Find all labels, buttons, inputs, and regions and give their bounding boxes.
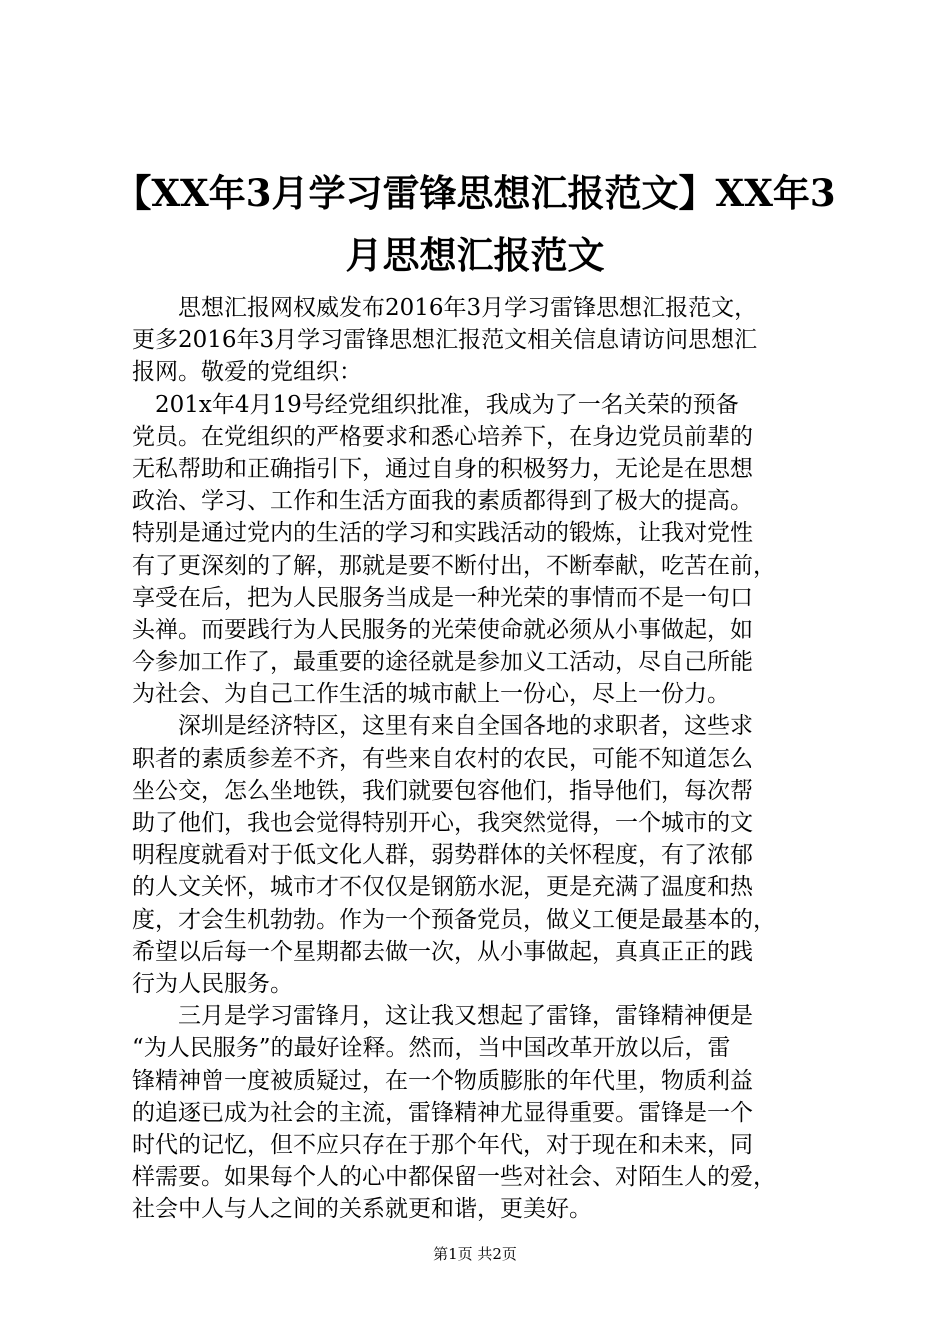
title-line: 月思想汇报范文 <box>345 233 605 277</box>
body-line: 特别是通过党内的生活的学习和实践活动的锻炼，让我对党性 <box>132 520 753 547</box>
body-line: 三月是学习雷锋月，这让我又想起了雷锋，雷锋精神便是 <box>132 1003 753 1030</box>
body-line: 锋精神曾一度被质疑过，在一个物质膨胀的年代里，物质利益 <box>132 1067 753 1094</box>
body-line: 报网。敬爱的党组织： <box>132 359 362 386</box>
body-line: “为人民服务”的最好诠释。然而，当中国改革开放以后，雷 <box>132 1035 731 1062</box>
body-line: 享受在后，把为人民服务当成是一种光荣的事情而不是一句口 <box>132 584 753 611</box>
body-line: 的追逐已成为社会的主流，雷锋精神尤显得重要。雷锋是一个 <box>132 1099 753 1126</box>
body-line: 的人文关怀，城市才不仅仅是钢筋水泥，更是充满了温度和热 <box>132 874 753 901</box>
document-body <box>132 292 832 1225</box>
body-line: 为社会、为自己工作生活的城市献上一份心，尽上一份力。 <box>132 681 730 708</box>
body-line: 更多2016年3月学习雷锋思想汇报范文相关信息请访问思想汇 <box>132 327 758 354</box>
body-line: 助了他们，我也会觉得特别开心，我突然觉得，一个城市的文 <box>132 810 753 836</box>
body-line: 政治、学习、工作和生活方面我的素质都得到了极大的提高。 <box>132 488 753 515</box>
body-line: 思想汇报网权威发布2016年3月学习雷锋思想汇报范文， <box>132 295 758 321</box>
body-line: 201x年4月19号经党组织批准，我成为了一名关荣的预备 <box>132 391 739 418</box>
page-footer: 第1页 共2页 <box>433 1245 517 1263</box>
body-line: 无私帮助和正确指引下，通过自身的积极努力，无论是在思想 <box>132 455 753 482</box>
body-line: 时代的记忆，但不应只存在于那个年代，对于现在和未来，同 <box>132 1131 753 1158</box>
body-line: 有了更深刻的了解，那就是要不断付出，不断奉献，吃苦在前， <box>132 552 776 579</box>
body-line: 党员。在党组织的严格要求和悉心培养下，在身边党员前辈的 <box>132 423 753 450</box>
body-line: 希望以后每一个星期都去做一次，从小事做起，真真正正的践 <box>132 938 753 965</box>
document-title <box>100 162 850 286</box>
body-line: 职者的素质参差不齐，有些来自农村的农民，可能不知道怎么 <box>132 745 753 772</box>
body-line: 社会中人与人之间的关系就更和谐，更美好。 <box>132 1196 592 1223</box>
body-line: 坐公交，怎么坐地铁，我们就要包容他们，指导他们，每次帮 <box>132 777 753 804</box>
body-line: 行为人民服务。 <box>132 970 293 997</box>
body-line: 度，才会生机勃勃。作为一个预备党员，做义工便是最基本的， <box>132 906 776 933</box>
body-line: 明程度就看对于低文化人群，弱势群体的关怀程度，有了浓郁 <box>132 842 753 869</box>
title-line: 【XX年3月学习雷锋思想汇报范文】XX年3 <box>114 171 836 215</box>
body-line: 今参加工作了，最重要的途径就是参加义工活动，尽自己所能 <box>132 649 753 676</box>
body-line: 深圳是经济特区，这里有来自全国各地的求职者，这些求 <box>132 713 753 740</box>
body-line: 样需要。如果每个人的心中都保留一些对社会、对陌生人的爱， <box>132 1164 776 1191</box>
body-line: 头禅。而要践行为人民服务的光荣使命就必须从小事做起，如 <box>132 616 753 643</box>
